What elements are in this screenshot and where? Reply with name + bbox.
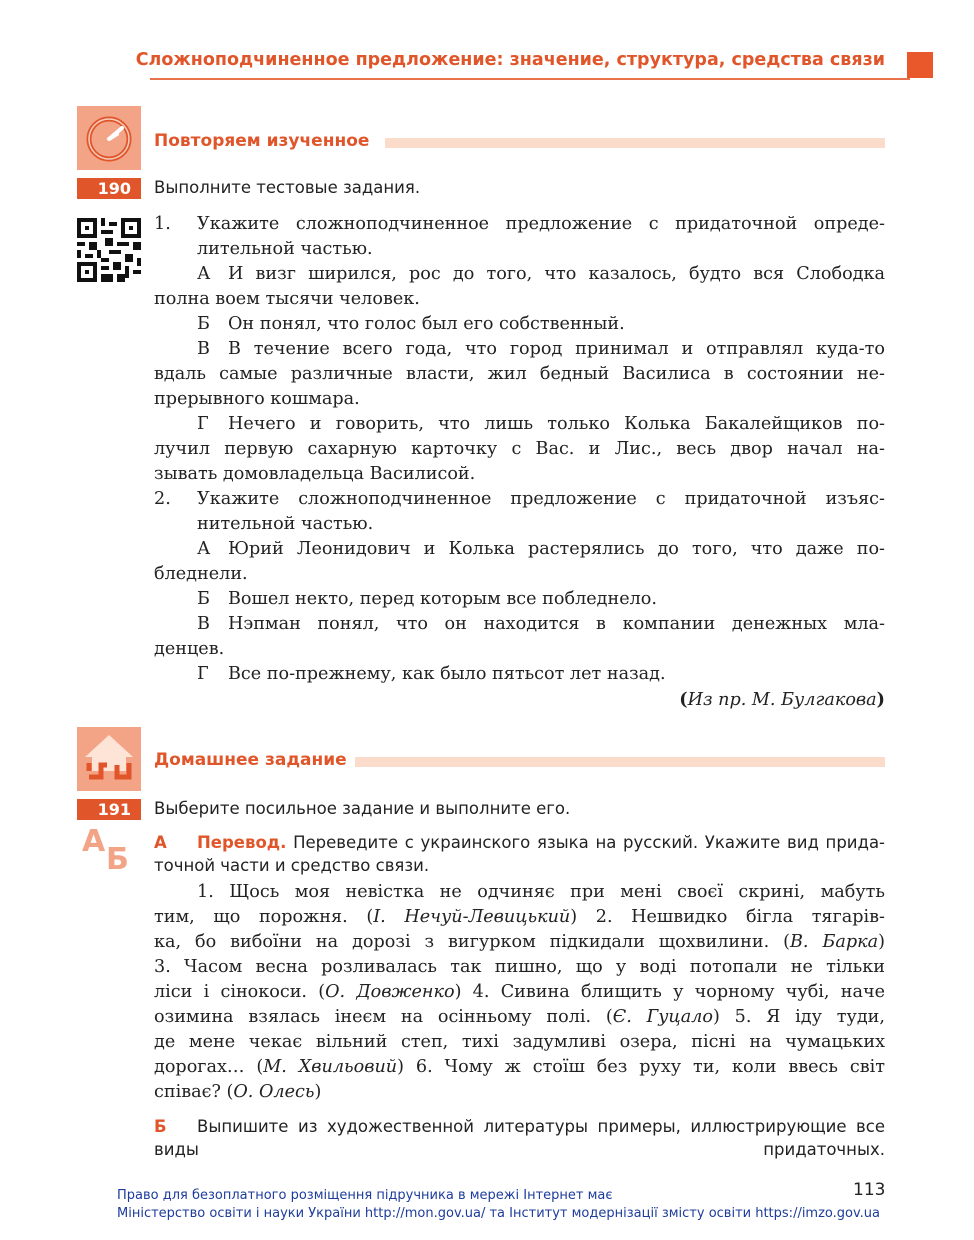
option-text: лучил первую сахарную карточку с Вас. и Лис., весь двор начал на-: [154, 439, 885, 459]
option-line: [154, 262, 885, 287]
option-text: Он понял, что голос был его собственный.: [228, 314, 625, 334]
option-text: денцев.: [154, 639, 225, 659]
sentence-text: озимина взялась інеєм на осінньому полі. (: [154, 1007, 613, 1027]
option-text: Нечего и говорить, что лишь только Колька Бакалейщиков по-: [228, 414, 885, 434]
option-line: [154, 662, 885, 687]
author-name: Є. Гуцало: [612, 1007, 713, 1027]
sentence-text: де мене чекає вільний степ, тихі задумливі озера, пісні на чумацьких: [154, 1032, 885, 1052]
option-label: Г: [197, 664, 209, 684]
option-line: [154, 387, 885, 412]
option-label: А: [197, 264, 211, 284]
option-line: [154, 287, 885, 312]
paren: (: [679, 689, 688, 710]
question-line: нительной частью.: [197, 514, 374, 534]
answer-option: [154, 312, 885, 337]
option-line: [154, 362, 885, 387]
option-label: Б: [197, 589, 210, 609]
answer-option: [154, 262, 885, 312]
sentence-text: 1. Щось моя невістка не одчиняє при мені своєї скрині, мабуть: [197, 882, 885, 902]
sentence-line: [154, 980, 885, 1005]
task-a-line: точной части и средство связи.: [154, 856, 430, 875]
option-text: В течение всего года, что город принимал и отправлял куда-то: [228, 339, 885, 359]
sentence-text: тим, що порожня. (: [154, 907, 374, 927]
sentence-line: [154, 905, 885, 930]
exercise-191-instruction: Выберите посильное задание и выполните его.: [154, 799, 571, 818]
header-accent-square: [907, 52, 933, 78]
sentence-text: ): [878, 932, 885, 952]
exercise-number-190: 190: [77, 178, 141, 199]
option-text: полна воем тысячи человек.: [154, 289, 420, 309]
answer-option: [154, 587, 885, 612]
section-heading-homework: Домашнее задание: [154, 750, 347, 770]
sentence-text: 3. Часом весна розливалась так пишно, що у воді потопали не тільки: [154, 957, 885, 977]
task-a-title: Перевод.: [197, 833, 287, 852]
author-name: О. Довженко: [325, 982, 455, 1002]
option-text: И визг ширился, рос до того, что казалось, будто вся Слободка: [228, 264, 885, 284]
question-1-options: [154, 262, 885, 487]
option-line: [154, 562, 885, 587]
exercise-number-191: 191: [77, 799, 141, 820]
option-text: зывать домовладельца Василисой.: [154, 464, 476, 484]
author-name: М. Хвильовий: [263, 1057, 398, 1077]
sentence-text: ): [314, 1082, 322, 1102]
sentence-line: [154, 1080, 885, 1105]
task-a: [154, 831, 885, 877]
task-b-line: [154, 1115, 885, 1138]
task-b-line: виды придаточных.: [154, 1140, 885, 1159]
footer-line-2: Міністерство освіти і науки України http://mon.gov.ua/ та Інститут модернізації змісту освіти https://imzo.gov.ua: [117, 1206, 881, 1221]
answer-option: [154, 662, 885, 687]
home-icon: [77, 727, 141, 791]
option-text: Нэпман понял, что он находится в компании денежных мла-: [228, 614, 885, 634]
task-a-label: А: [154, 833, 167, 852]
sentence-line: [154, 955, 885, 980]
footer-line-1: Право для безоплатного розміщення підручника в мережі Інтернет має: [117, 1188, 613, 1203]
option-line: [154, 437, 885, 462]
option-line: [154, 312, 885, 337]
translation-ab-icon: А Б: [82, 824, 129, 877]
task-b: [154, 1115, 885, 1161]
option-label: Б: [197, 314, 210, 334]
sentence-line: [154, 1055, 885, 1080]
option-text: Вошел некто, перед которым все побледнело.: [228, 589, 657, 609]
sentence-line: [154, 1005, 885, 1030]
question-line: лительной частью.: [197, 239, 373, 259]
section-heading-review: Повторяем изученное: [154, 131, 370, 151]
sentence-text: ) 6. Чому ж стоїш без руху ти, коли ввесь світ: [397, 1057, 885, 1077]
heading-bar: [355, 757, 885, 767]
question-2-options: [154, 537, 885, 687]
option-line: [154, 537, 885, 562]
question-2: [154, 487, 885, 537]
answer-option: [154, 537, 885, 587]
option-line: [154, 412, 885, 437]
sentence-text: ) 5. Я іду туди,: [712, 1007, 885, 1027]
answer-option: [154, 612, 885, 662]
sentence-line: [154, 930, 885, 955]
author-name: І. Нечуй-Левицький: [373, 907, 571, 927]
exercise-190-instruction: Выполните тестовые задания.: [154, 178, 421, 197]
ukrainian-paragraph: [154, 880, 885, 1105]
option-line: [154, 637, 885, 662]
option-label: В: [197, 339, 210, 359]
option-label: Г: [197, 414, 209, 434]
sentence-text: ка, бо вибоїни на дорозі з вигурком підкидали щохвилини. (: [154, 932, 790, 952]
page-number: 113: [853, 1180, 886, 1200]
option-text: Юрий Леонидович и Колька растерялись до того, что даже по-: [228, 539, 885, 559]
test-tasks: [154, 212, 885, 713]
question-number: 2.: [154, 489, 171, 509]
option-line: [154, 337, 885, 362]
task-a-text: Переведите с украинского языка на русский. Укажите вид прида-: [293, 833, 886, 852]
option-line: [154, 462, 885, 487]
source-attribution: [154, 687, 885, 713]
page-header-title: Сложноподчиненное предложение: значение, структура, средства связи: [135, 50, 885, 70]
qr-code-icon[interactable]: [77, 218, 141, 286]
source-text: Из пр. М. Булгакова: [687, 690, 877, 710]
paren: ): [876, 689, 885, 710]
sentence-text: ліси і сінокоси. (: [154, 982, 326, 1002]
header-divider: [150, 78, 910, 80]
sentence-text: дорогах… (: [154, 1057, 264, 1077]
question-1: [154, 212, 885, 262]
option-line: [154, 587, 885, 612]
heading-bar: [385, 138, 885, 148]
option-line: [154, 612, 885, 637]
question-number: 1.: [154, 214, 171, 234]
task-b-label: Б: [154, 1117, 167, 1136]
sentence-text: ) 4. Сивина блищить у чорному чубі, наче: [454, 982, 885, 1002]
option-label: А: [197, 539, 211, 559]
author-name: В. Барка: [790, 932, 879, 952]
sentence-text: ) 2. Нешвидко бігла тягарів-: [570, 907, 885, 927]
task-b-text: Выпишите из художественной литературы примеры, иллюстрирующие все: [197, 1117, 885, 1136]
answer-option: [154, 412, 885, 487]
sentence-line: [154, 880, 885, 905]
option-label: В: [197, 614, 210, 634]
question-line: Укажите сложноподчиненное предложение с придаточной опреде-: [197, 214, 885, 234]
answer-option: [154, 337, 885, 412]
author-name: О. Олесь: [233, 1082, 315, 1102]
clock-icon: [77, 106, 141, 170]
sentence-line: [154, 1030, 885, 1055]
sentence-text: співає? (: [154, 1082, 234, 1102]
option-text: прерывного кошмара.: [154, 389, 360, 409]
ukrainian-sentences: [154, 880, 885, 1105]
task-a-line: [154, 831, 885, 854]
question-line: Укажите сложноподчиненное предложение с придаточной изъяс-: [197, 489, 885, 509]
option-text: бледнели.: [154, 564, 248, 584]
option-text: Все по-прежнему, как было пятьсот лет назад.: [228, 664, 666, 684]
option-text: вдаль самые различные власти, жил бедный Василиса в состоянии не-: [154, 364, 885, 384]
